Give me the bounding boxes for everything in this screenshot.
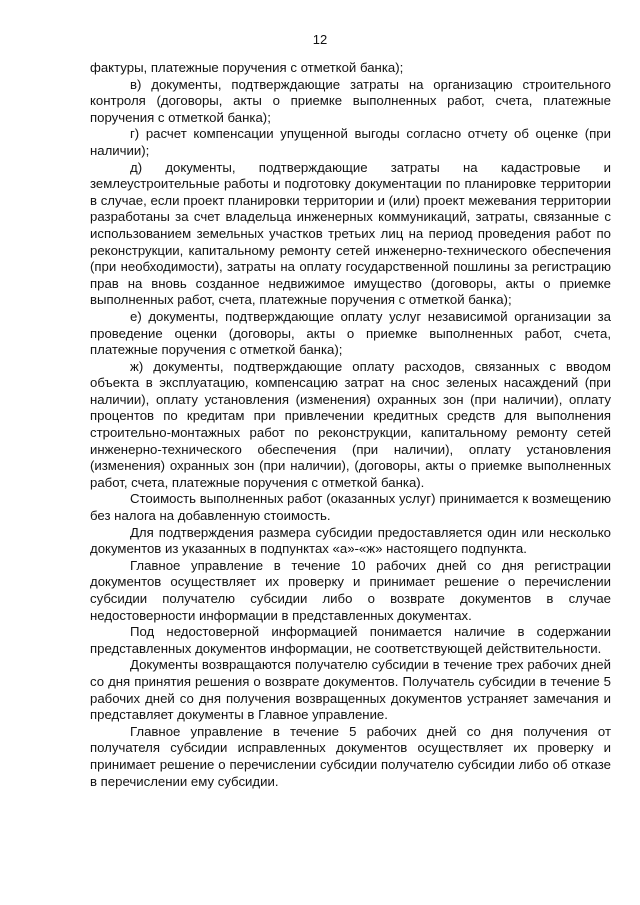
paragraph-return: Документы возвращаются получателю субсидии в течение трех рабочих дней со дня принятия решения о возврате документов. Получатель субсидии в течение 5 рабочих дней со дня получения возвращенных документов устраняет замечания и представляет документы в Главное управление. [90, 657, 611, 723]
paragraph-item-v: в) документы, подтверждающие затраты на организацию строительного контроля (договоры, акты о приемке выполненных работ, счета, платежные поручения с отметкой банка); [90, 76, 611, 125]
paragraph-definition: Под недостоверной информацией понимается наличие в содержании представленных документов информации, не соответствующей действительности. [90, 624, 611, 656]
page-number: 12 [312, 32, 328, 47]
paragraph-item-d: д) документы, подтверждающие затраты на кадастровые и землеустроительные работы и подготовку документации по планировке территории в случае, если проект планировки территории и (или) проект межевания территории разработаны за счет владельца инженерных коммуникаций, затраты, связанные с использованием земельных участков третьих лиц на период проведения работ по реконструкции, капитальному ремонту сетей инженерно-технического обеспечения (при необходимости), затраты на оплату государственной пошлины за регистрацию прав на вновь созданное недвижимое имущество (договоры, акты о приемке выполненных работ, счета, платежные поручения с отметкой банка); [90, 159, 611, 308]
paragraph-continuation: фактуры, платежные поручения с отметкой банка); [90, 60, 404, 75]
paragraph-item-e: е) документы, подтверждающие оплату услуг независимой организации за проведение оценки (договоры, акты о приемке выполненных работ, счета, платежные поручения с отметкой банка); [90, 308, 611, 358]
paragraph-cost: Стоимость выполненных работ (оказанных услуг) принимается к возмещению без налога на добавленную стоимость. [90, 491, 611, 524]
paragraph-review: Главное управление в течение 10 рабочих дней со дня регистрации документов осуществляет их проверку и принимает решение о перечислении субсидии получателю субсидии либо о возврате документов в случае недостоверности информации в представленных документах. [90, 557, 611, 623]
paragraph-confirmation: Для подтверждения размера субсидии предоставляется один или несколько документов из указанных в подпунктах «а»-«ж» настоящего подпункта. [90, 524, 611, 557]
paragraph-item-g: г) расчет компенсации упущенной выгоды согласно отчету об оценке (при наличии); [90, 126, 611, 158]
paragraph-resubmission: Главное управление в течение 5 рабочих дней со дня получения от получателя субсидии исправленных документов осуществляет их проверку и принимает решение о перечислении субсидии получателю субсидии либо об отказе в перечислении ему субсидии. [90, 723, 611, 789]
document-body [90, 60, 611, 790]
paragraph-item-zh: ж) документы, подтверждающие оплату расходов, связанных с вводом объекта в эксплуатацию, компенсацию затрат на снос зеленых насаждений (при наличии), оплату установления (изменения) охранных зон (при наличии), оплату процентов по кредитам при привлечении кредитных средств для выполнения строительно-монтажных работ по реконструкции, капитальному ремонту сетей инженерно-технического обеспечения (при наличии), оплату установления (изменения) охранных зон (при наличии), (договоры, акты о приемке выполненных работ, счета, платежные поручения с отметкой банка). [90, 358, 611, 490]
